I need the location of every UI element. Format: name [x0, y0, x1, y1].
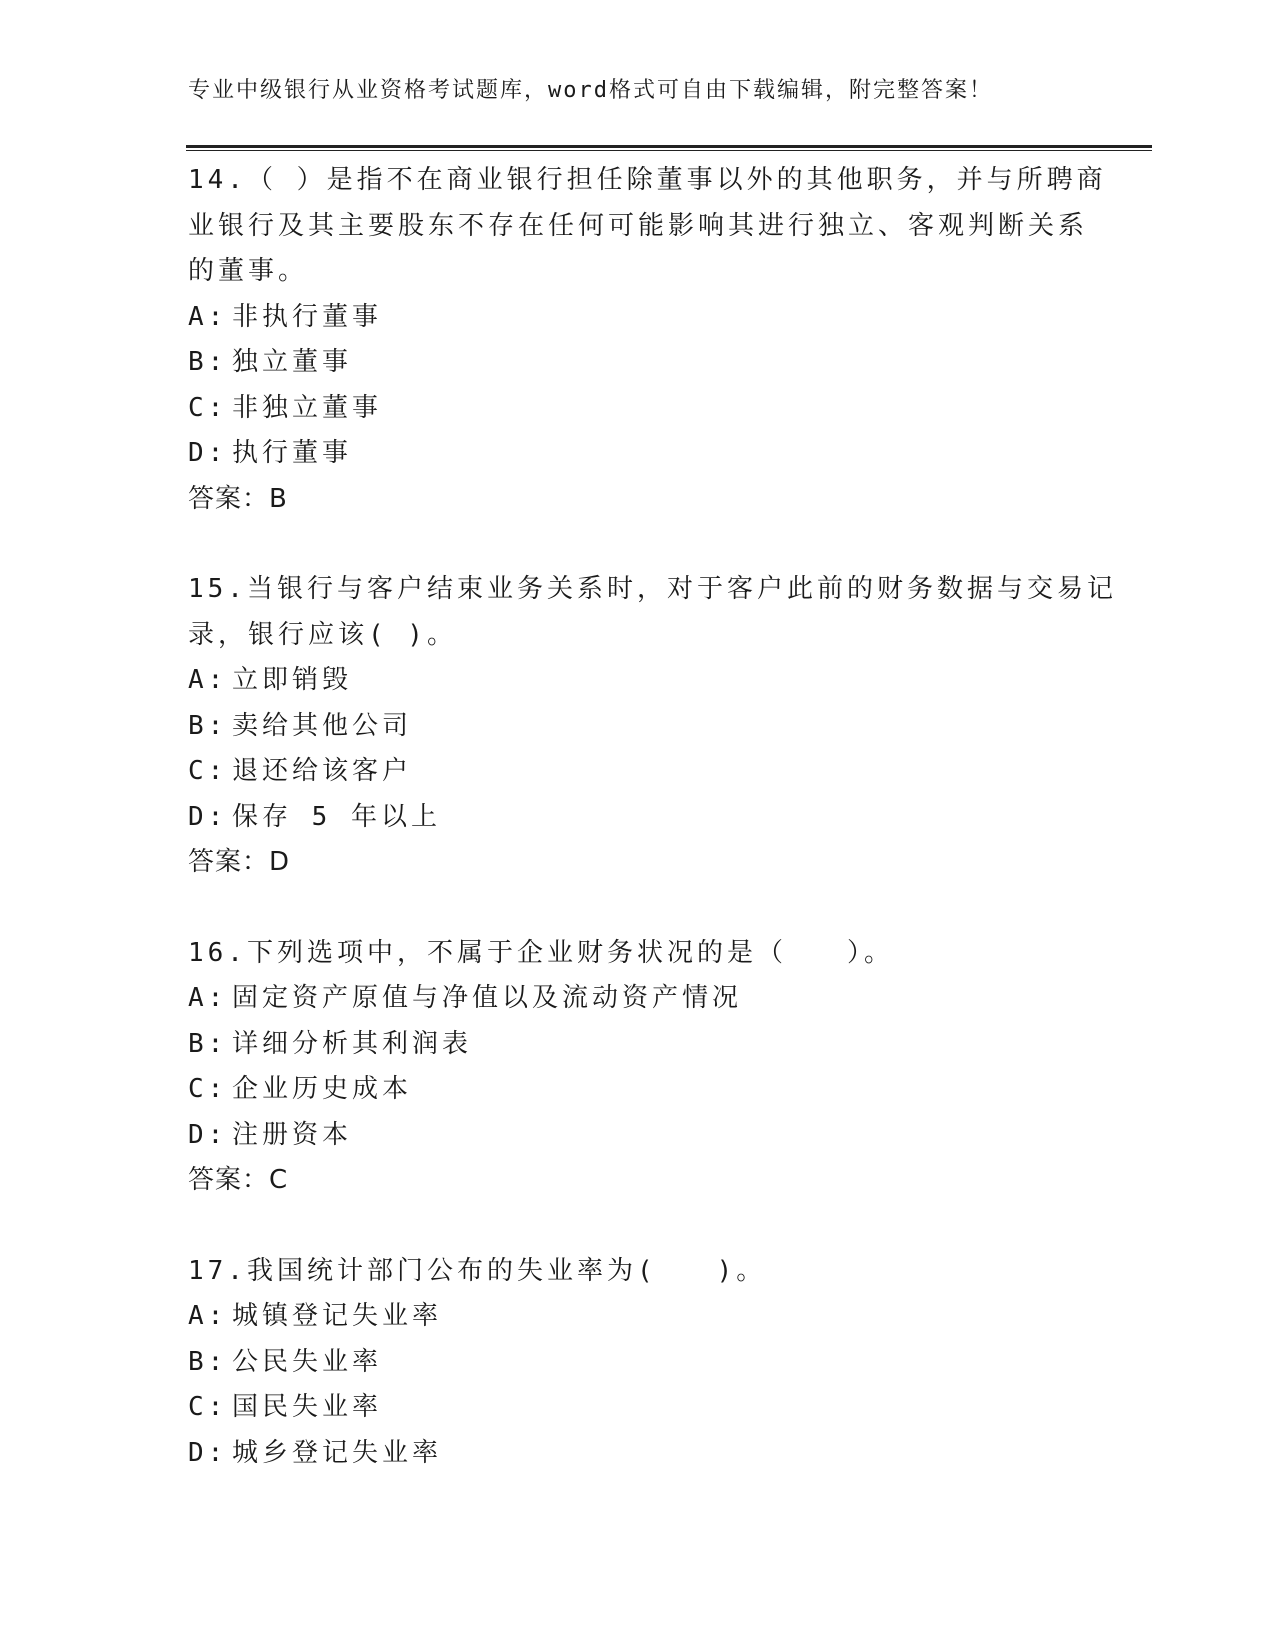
stem-line: 16.下列选项中，不属于企业财务状况的是（ ）。 [188, 937, 894, 968]
option-letter: D: [188, 1437, 228, 1468]
option-letter: C: [188, 1074, 228, 1104]
option-d [188, 1431, 1088, 1477]
option-b [188, 340, 1088, 386]
option-text: 退还给该客户 [232, 756, 413, 786]
option-text: 城乡登记失业率 [232, 1437, 443, 1468]
option-text: 非执行董事 [232, 301, 383, 332]
option-letter: B: [188, 710, 228, 741]
option-d [188, 795, 1088, 841]
header-rule-thick [186, 145, 1152, 148]
question-14 [188, 158, 1107, 522]
stem-line: 录，银行应该( )。 [188, 619, 457, 650]
option-c [188, 749, 1088, 795]
question-16 [188, 931, 1088, 1204]
option-text: 卖给其他公司 [232, 710, 413, 741]
option-text: 固定资产原值与净值以及流动资产情况 [232, 983, 743, 1013]
stem-line: 业银行及其主要股东不存在任何可能影响其进行独立、客观判断关系 [188, 210, 1089, 241]
option-text: 详细分析其利润表 [232, 1028, 473, 1059]
question-17 [188, 1249, 1088, 1477]
question-15 [188, 567, 1117, 886]
option-letter: B: [188, 1346, 228, 1377]
option-letter: A: [188, 983, 228, 1013]
option-text: 立即销毁 [232, 665, 353, 695]
page-header: 专业中级银行从业资格考试题库，word格式可自由下载编辑，附完整答案！ [188, 78, 993, 103]
option-letter: C: [188, 756, 228, 786]
option-letter: C: [188, 1392, 228, 1422]
option-b [188, 1022, 1088, 1068]
question-list [188, 158, 1117, 1476]
option-letter: B: [188, 1028, 228, 1059]
question-stem [188, 1249, 1088, 1295]
stem-line: 14.（ ）是指不在商业银行担任除董事以外的其他职务，并与所聘商 [188, 165, 1107, 195]
option-a [188, 295, 1088, 341]
question-stem [188, 158, 1107, 295]
option-letter: A: [188, 1301, 228, 1331]
question-stem [188, 931, 1088, 977]
option-letter: B: [188, 347, 228, 377]
option-d [188, 1113, 1088, 1159]
option-b [188, 1340, 1088, 1386]
option-d [188, 431, 1088, 477]
option-letter: D: [188, 438, 228, 468]
answer-line: 答案：B [188, 483, 288, 514]
option-c [188, 1067, 1088, 1113]
option-text: 注册资本 [232, 1119, 353, 1150]
option-text: 公民失业率 [232, 1346, 383, 1377]
answer-line: 答案：C [188, 1165, 289, 1195]
option-text: 保存 5 年以上 [232, 801, 441, 832]
question-stem [188, 567, 1117, 658]
option-text: 城镇登记失业率 [232, 1301, 443, 1331]
option-a [188, 1294, 1088, 1340]
option-text: 国民失业率 [232, 1392, 383, 1422]
header-rule-thin [186, 150, 1152, 151]
option-c [188, 1385, 1088, 1431]
option-text: 非独立董事 [232, 392, 383, 423]
option-letter: A: [188, 665, 228, 695]
option-text: 执行董事 [232, 438, 353, 468]
option-a [188, 976, 1088, 1022]
option-text: 独立董事 [232, 347, 353, 377]
option-letter: D: [188, 801, 228, 832]
option-letter: C: [188, 392, 228, 423]
answer-line: 答案：D [188, 847, 291, 877]
stem-line: 17.我国统计部门公布的失业率为( )。 [188, 1255, 767, 1286]
option-c [188, 386, 1088, 432]
stem-line: 15.当银行与客户结束业务关系时，对于客户此前的财务数据与交易记 [188, 574, 1117, 604]
option-text: 企业历史成本 [232, 1074, 413, 1104]
option-letter: A: [188, 301, 228, 332]
option-b [188, 704, 1088, 750]
stem-line: 的董事。 [188, 256, 309, 286]
option-letter: D: [188, 1119, 228, 1150]
option-a [188, 658, 1088, 704]
